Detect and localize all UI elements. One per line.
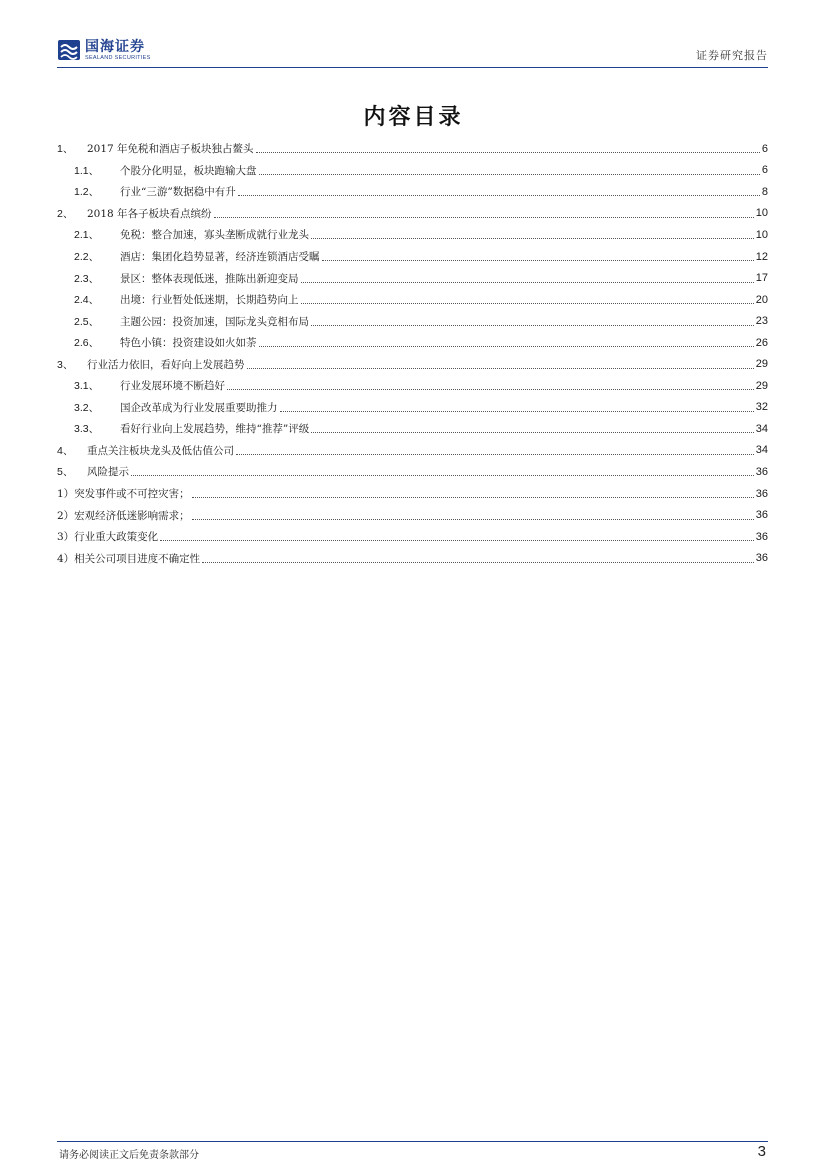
toc-entry[interactable] xyxy=(57,289,768,311)
toc-entry-number: 3.2、 xyxy=(74,401,100,414)
toc-entry[interactable] xyxy=(57,504,768,526)
toc-entry-number: 2.1、 xyxy=(74,229,100,242)
toc-entry-page: 23 xyxy=(755,315,768,328)
toc-dot-leader xyxy=(247,368,754,369)
toc-entry-page: 36 xyxy=(755,509,768,522)
toc-dot-leader xyxy=(238,195,760,196)
toc-entry-title: 个股分化明显，板块跑输大盘 xyxy=(120,164,257,177)
toc-entry-page: 36 xyxy=(755,465,768,478)
toc-entry-page: 36 xyxy=(755,487,768,500)
toc-entry-title: 主题公园：投资加速，国际龙头竞相布局 xyxy=(120,315,309,328)
toc-entry[interactable] xyxy=(57,181,768,203)
toc-entry[interactable] xyxy=(57,526,768,548)
toc-entry-title: 4）相关公司项目进度不确定性 xyxy=(57,552,201,565)
toc-entry[interactable] xyxy=(57,397,768,419)
toc-entry-title: 看好行业向上发展趋势，维持“推荐”评级 xyxy=(120,423,310,436)
header-divider xyxy=(57,67,768,68)
toc-entry-title: 3）行业重大政策变化 xyxy=(57,531,159,544)
toc-entry-title: 1）突发事件或不可控灾害； xyxy=(57,488,190,501)
toc-entry-title: 风险提示 xyxy=(87,466,129,479)
toc-entry[interactable] xyxy=(57,461,768,483)
toc-entry-title: 2）宏观经济低迷影响需求； xyxy=(57,509,190,522)
toc-entry-page: 20 xyxy=(755,293,768,306)
toc-dot-leader xyxy=(227,389,754,390)
toc-entry[interactable] xyxy=(57,224,768,246)
toc-entry[interactable] xyxy=(57,547,768,569)
toc-entry-title: 行业发展环境不断趋好 xyxy=(120,380,225,393)
toc-entry[interactable] xyxy=(57,267,768,289)
toc-dot-leader xyxy=(301,303,754,304)
footer-divider xyxy=(57,1141,768,1142)
toc-entry-page: 6 xyxy=(761,164,768,177)
toc-entry-title: 出境：行业暂处低迷期，长期趋势向上 xyxy=(120,294,299,307)
toc-entry-number: 2.2、 xyxy=(74,251,100,263)
toc-dot-leader xyxy=(236,454,754,455)
toc-entry-number: 2.4、 xyxy=(74,294,100,307)
toc-entry-title: 景区：整体表现低迷，推陈出新迎变局 xyxy=(120,272,299,285)
toc-entry-page: 6 xyxy=(761,142,768,155)
toc-entry-page: 29 xyxy=(755,358,768,371)
toc-entry-number: 2.6、 xyxy=(74,337,100,350)
toc-entry-page: 36 xyxy=(755,530,768,543)
toc-dot-leader xyxy=(311,238,754,239)
toc-entry-title: 酒店：集团化趋势显著，经济连锁酒店受瞩 xyxy=(120,251,320,263)
toc-entry[interactable] xyxy=(57,418,768,440)
toc-dot-leader xyxy=(322,260,754,261)
toc-entry[interactable] xyxy=(57,203,768,225)
toc-dot-leader xyxy=(311,325,754,326)
toc-entry-page: 12 xyxy=(755,250,768,263)
toc-entry-title: 国企改革成为行业发展重要助推力 xyxy=(120,401,278,414)
toc-dot-leader xyxy=(202,562,754,563)
sealand-logo-icon xyxy=(57,38,81,62)
toc-dot-leader xyxy=(256,152,760,153)
toc-entry-number: 1、 xyxy=(57,143,74,156)
toc-entry[interactable] xyxy=(57,310,768,332)
toc-entry-page: 26 xyxy=(755,336,768,349)
toc-entry-number: 3、 xyxy=(57,358,74,371)
toc-entry[interactable] xyxy=(57,440,768,462)
toc-dot-leader xyxy=(311,432,754,433)
toc-entry-number: 3.1、 xyxy=(74,380,100,393)
toc-entry-title: 行业活力依旧，看好向上发展趋势 xyxy=(87,358,245,371)
toc-entry[interactable] xyxy=(57,332,768,354)
logo-english-name: SEALAND SECURITIES xyxy=(85,54,151,61)
toc-entry-number: 2.3、 xyxy=(74,272,100,285)
toc-dot-leader xyxy=(259,174,760,175)
toc-entry[interactable] xyxy=(57,353,768,375)
page-number: 3 xyxy=(757,1143,766,1160)
toc-entry-title: 2018 年各子板块看点缤纷 xyxy=(87,207,212,220)
toc-entry-page: 8 xyxy=(761,185,768,198)
toc-entry-title: 免税：整合加速，寡头垄断成就行业龙头 xyxy=(120,229,309,242)
toc-entry[interactable] xyxy=(57,375,768,397)
company-logo xyxy=(57,36,151,64)
footer-disclaimer: 请务必阅读正文后免责条款部分 xyxy=(59,1150,199,1161)
toc-entry[interactable] xyxy=(57,160,768,182)
toc-entry-number: 1.1、 xyxy=(74,164,100,177)
toc-dot-leader xyxy=(301,282,754,283)
report-type-label: 证券研究报告 xyxy=(696,49,768,62)
toc-entry-number: 5、 xyxy=(57,466,74,479)
toc-entry-title: 重点关注板块龙头及低估值公司 xyxy=(87,444,234,457)
logo-chinese-name: 国海证券 xyxy=(85,38,145,55)
toc-entry-number: 2.5、 xyxy=(74,315,100,328)
toc-dot-leader xyxy=(192,519,754,520)
toc-entry-page: 17 xyxy=(755,272,768,285)
toc-entry-number: 3.3、 xyxy=(74,423,100,436)
toc-entry-number: 1.2、 xyxy=(74,186,100,199)
table-of-contents xyxy=(57,138,768,569)
toc-entry[interactable] xyxy=(57,138,768,160)
toc-entry[interactable] xyxy=(57,483,768,505)
toc-dot-leader xyxy=(259,346,754,347)
toc-entry-page: 34 xyxy=(755,444,768,457)
toc-entry-page: 32 xyxy=(755,401,768,414)
toc-dot-leader xyxy=(131,475,754,476)
toc-entry-title: 特色小镇：投资建设如火如荼 xyxy=(120,337,257,350)
toc-entry-number: 4、 xyxy=(57,444,74,457)
toc-dot-leader xyxy=(214,217,754,218)
toc-entry-number: 2、 xyxy=(57,207,74,220)
toc-dot-leader xyxy=(192,497,754,498)
toc-entry-page: 10 xyxy=(755,207,768,220)
page-header xyxy=(57,36,768,66)
toc-entry-title: 2017 年免税和酒店子板块独占鳌头 xyxy=(87,143,254,156)
toc-entry-page: 36 xyxy=(755,552,768,565)
toc-entry-title: 行业“三游”数据稳中有升 xyxy=(120,186,236,199)
toc-entry-page: 29 xyxy=(755,379,768,392)
toc-entry-page: 10 xyxy=(755,228,768,241)
toc-title: 内容目录 xyxy=(363,104,464,130)
toc-dot-leader xyxy=(280,411,754,412)
toc-dot-leader xyxy=(160,540,754,541)
toc-entry[interactable] xyxy=(57,246,768,268)
toc-entry-page: 34 xyxy=(755,422,768,435)
